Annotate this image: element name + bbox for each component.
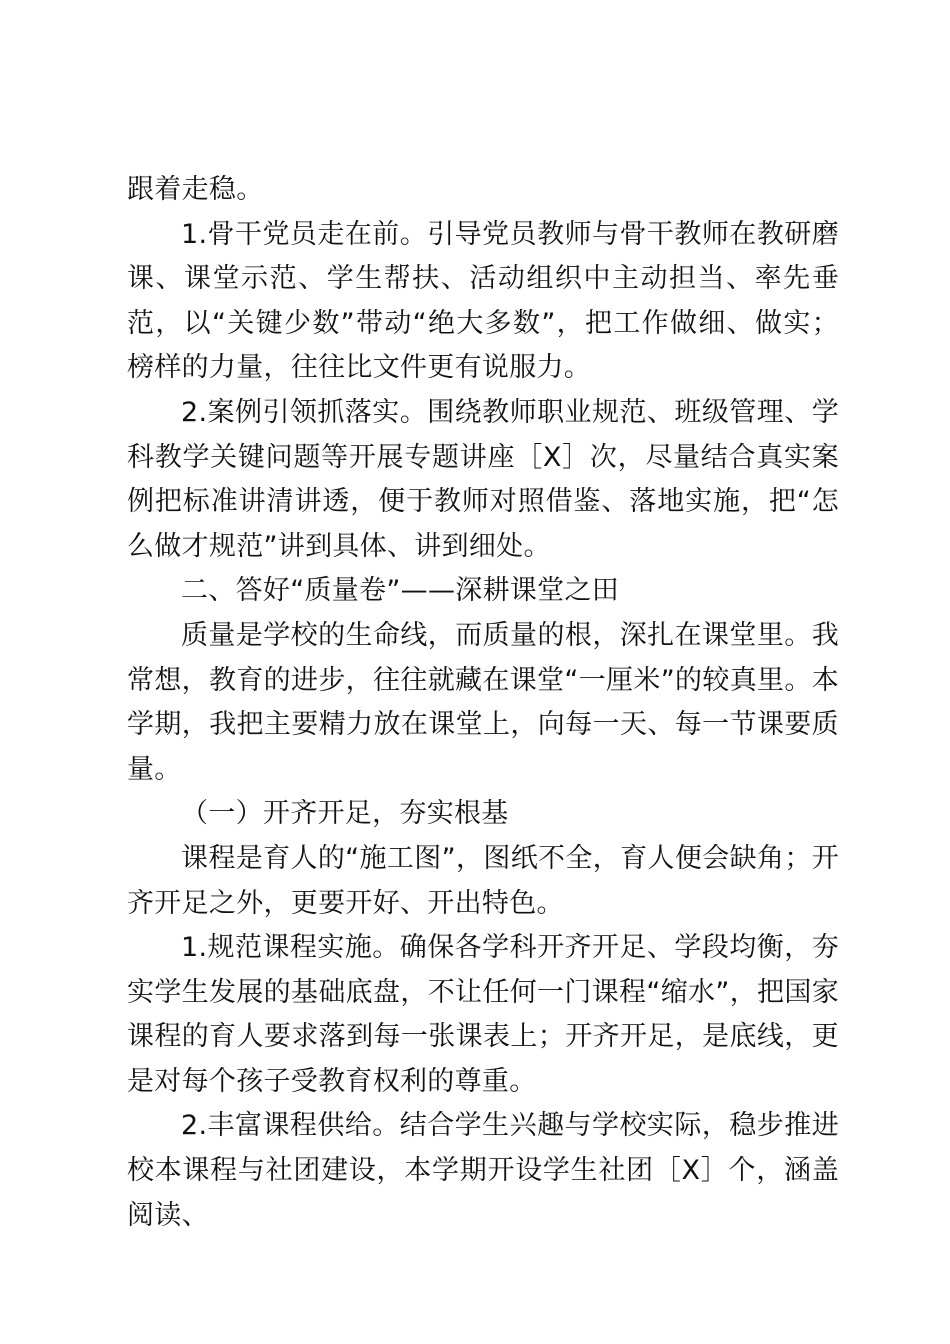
- section-heading-quality: 二、答好“质量卷”——深耕课堂之田: [181, 575, 620, 607]
- document-body: [127, 168, 839, 1238]
- paragraph-standardize-curriculum: 1.规范课程实施。确保各学科开齐开足、学段均衡，夯实学生发展的基础底盘，不让任何一门课程“缩水”，把国家课程的育人要求落到每一张课表上；开齐开足，是底线，更是对每个孩子受教育权利的尊重。: [127, 932, 839, 1097]
- subsection-heading-curriculum: （一）开齐开足，夯实根基: [181, 798, 509, 830]
- paragraph-curriculum-blueprint: 课程是育人的“施工图”，图纸不全，育人便会缺角；开齐开足之外，更要开好、开出特色。: [127, 842, 839, 919]
- paragraph-case-guidance: 2.案例引领抓落实。围绕教师职业规范、班级管理、学科教学关键问题等开展专题讲座［X］次，尽量结合真实案例把标准讲清讲透，便于教师对照借鉴、落地实施，把“怎么做才规范”讲到具体、讲到细处。: [127, 396, 839, 562]
- paragraph-continuation: 跟着走稳。: [127, 174, 264, 205]
- paragraph-backbone-party-members: 1.骨干党员走在前。引导党员教师与骨干教师在教研磨课、课堂示范、学生帮扶、活动组织中主动担当、率先垂范，以“关键少数”带动“绝大多数”，把工作做细、做实；榜样的力量，往往比文件更有说服力。: [127, 218, 839, 384]
- paragraph-enrich-curriculum: 2.丰富课程供给。结合学生兴趣与学校实际，稳步推进校本课程与社团建设，本学期开设学生社团［X］个，涵盖阅读、: [127, 1110, 839, 1231]
- paragraph-quality-intro: 质量是学校的生命线，而质量的根，深扎在课堂里。我常想，教育的进步，往往就藏在课堂“一厘米”的较真里。本学期，我把主要精力放在课堂上，向每一天、每一节课要质量。: [127, 619, 839, 785]
